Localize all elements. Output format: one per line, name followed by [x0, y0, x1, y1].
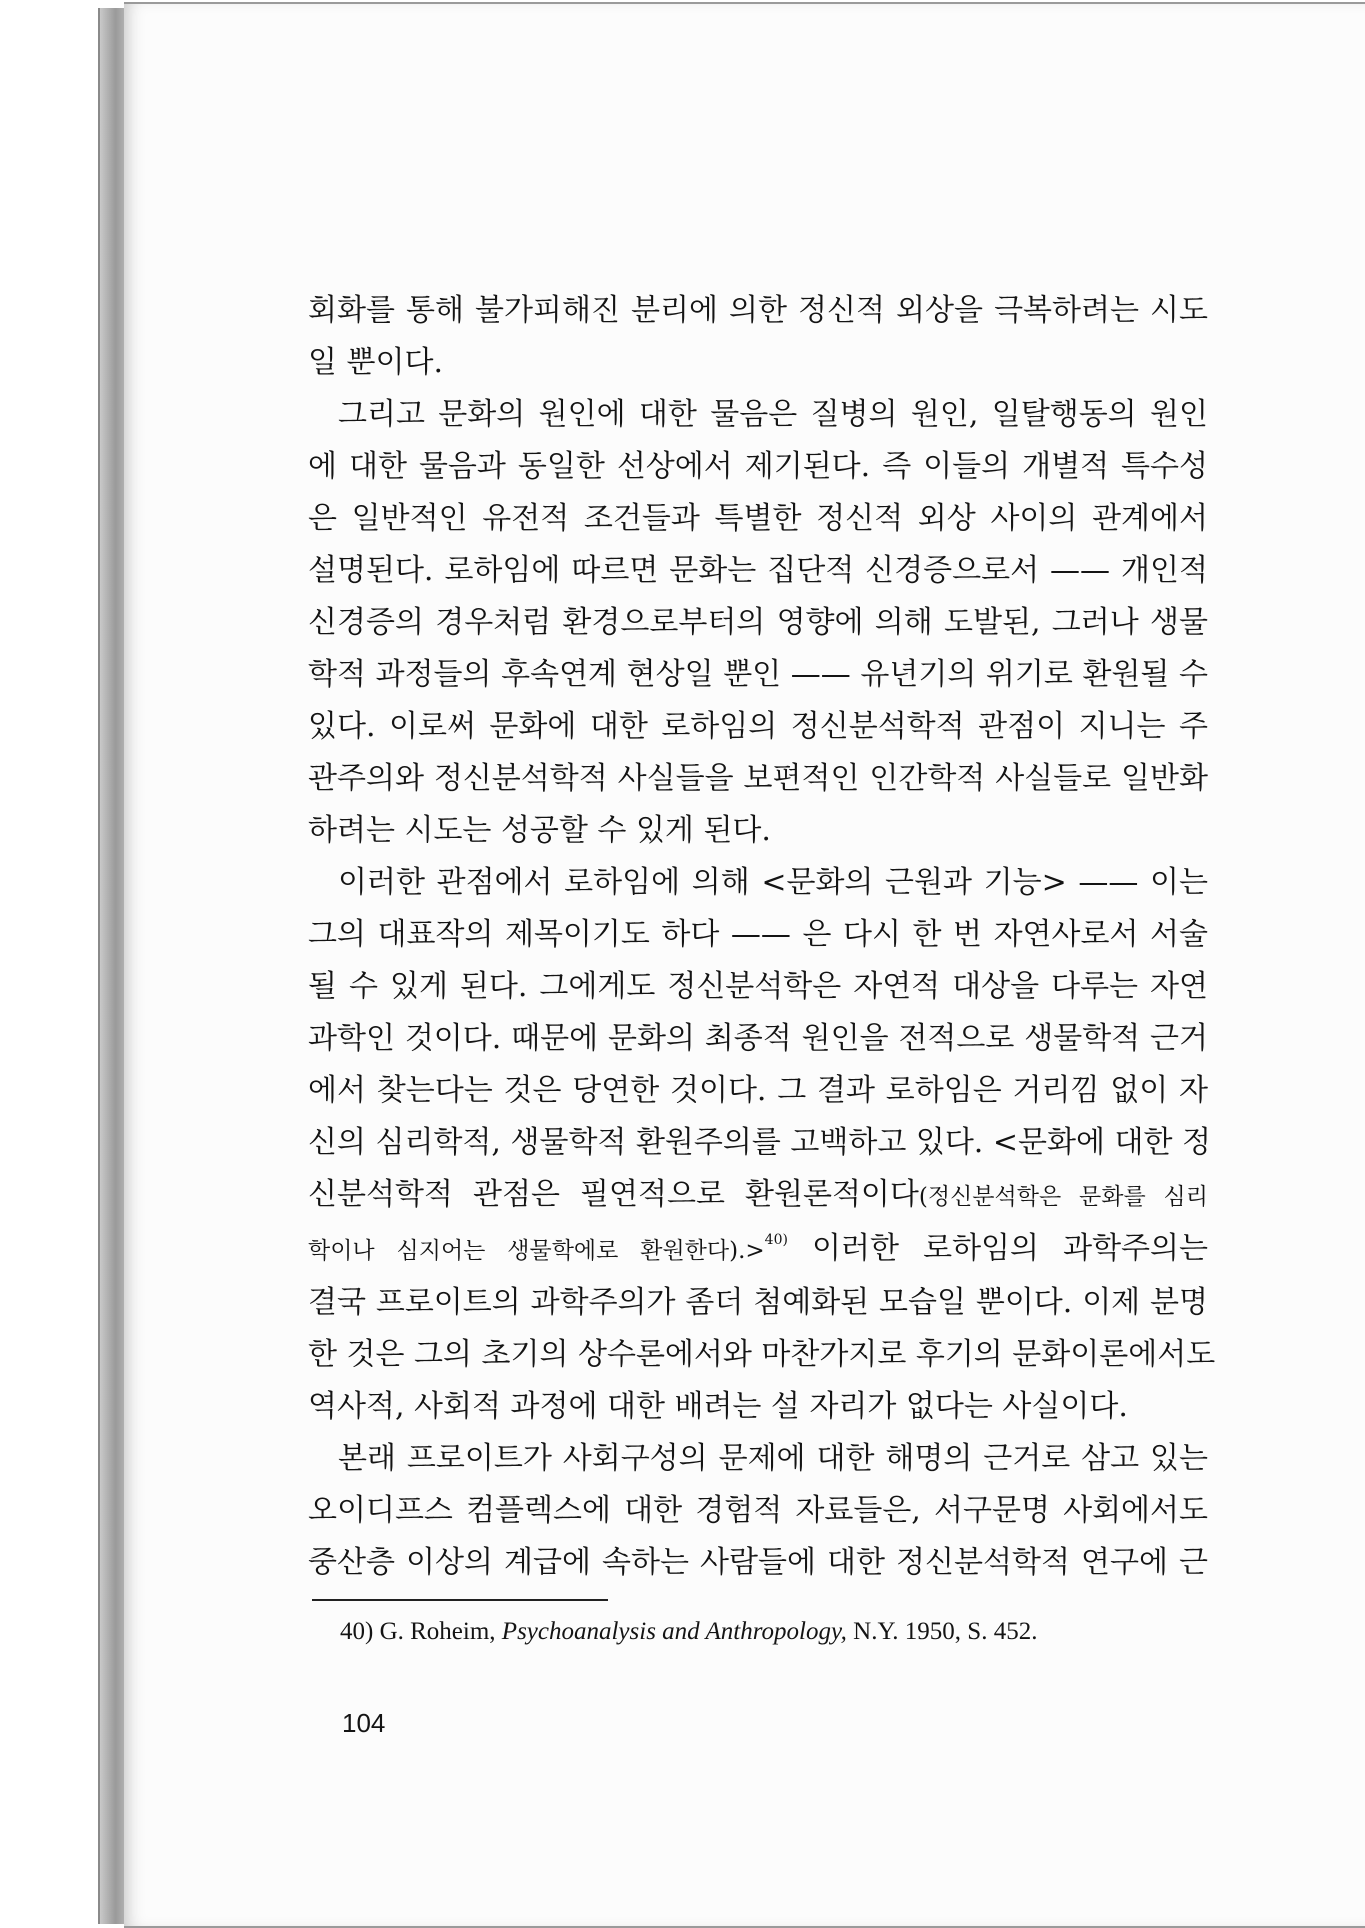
text-line: 결국 프로이트의 과학주의가 좀더 첨예화된 모습일 뿐이다. 이제 분명 — [308, 1285, 1208, 1320]
text-line: 중산층 이상의 계급에 속하는 사람들에 대한 정신분석학적 연구에 근 — [308, 1545, 1208, 1580]
text-line — [308, 1223, 1208, 1277]
parenthetical-note: 학이나 심지어는 생물학에로 환원한다).> — [308, 1238, 765, 1264]
text-line: 될 수 있게 된다. 그에게도 정신분석학은 자연적 대상을 다루는 자연 — [308, 969, 1208, 1004]
footnote-author: G. Roheim, — [379, 1618, 496, 1645]
text-line: 본래 프로이트가 사회구성의 문제에 대한 해명의 근거로 삼고 있는 — [338, 1441, 1208, 1476]
footnote-title: Psychoanalysis and Anthropology, — [501, 1618, 847, 1645]
text-line: 은 일반적인 유전적 조건들과 특별한 정신적 외상 사이의 관계에서 — [308, 501, 1208, 536]
footnote-number: 40) — [340, 1618, 374, 1645]
text-line: 하려는 시도는 성공할 수 있게 된다. — [308, 813, 771, 848]
book-spine-edge — [98, 8, 126, 1924]
text-line — [308, 1169, 1208, 1223]
text-line: 역사적, 사회적 과정에 대한 배려는 설 자리가 없다는 사실이다. — [308, 1389, 1128, 1424]
text-line: 설명된다. 로하임에 따르면 문화는 집단적 신경증으로서 —— 개인적 — [308, 553, 1208, 588]
text-line: 이러한 관점에서 로하임에 의해 <문화의 근원과 기능> —— 이는 — [338, 865, 1208, 900]
text-segment: 신분석학적 관점은 필연적으로 환원론적이다 — [308, 1177, 919, 1212]
parenthetical-note: (정신분석학은 문화를 심리 — [918, 1184, 1208, 1210]
text-line: 과학인 것이다. 때문에 문화의 최종적 원인을 전적으로 생물학적 근거 — [308, 1021, 1208, 1056]
text-line: 신경증의 경우처럼 환경으로부터의 영향에 의해 도발된, 그러나 생물 — [308, 605, 1208, 640]
text-line: 오이디프스 컴플렉스에 대한 경험적 자료들은, 서구문명 사회에서도 — [308, 1493, 1208, 1528]
footnote-reference[interactable]: 40) — [764, 1232, 788, 1248]
text-line: 그의 대표작의 제목이기도 하다 —— 은 다시 한 번 자연사로서 서술 — [308, 917, 1208, 952]
footnote — [340, 1618, 1037, 1646]
text-line: 일 뿐이다. — [308, 345, 443, 380]
text-line: 있다. 이로써 문화에 대한 로하임의 정신분석학적 관점이 지니는 주 — [308, 709, 1208, 744]
text-line: 회화를 통해 불가피해진 분리에 의한 정신적 외상을 극복하려는 시도 — [308, 293, 1208, 328]
text-line: 에서 찾는다는 것은 당연한 것이다. 그 결과 로하임은 거리낌 없이 자 — [308, 1073, 1208, 1108]
footnote-details: N.Y. 1950, S. 452. — [853, 1618, 1038, 1645]
text-line: 한 것은 그의 초기의 상수론에서와 마찬가지로 후기의 문화이론에서도 — [308, 1337, 1216, 1372]
text-line: 관주의와 정신분석학적 사실들을 보편적인 인간학적 사실들로 일반화 — [308, 761, 1208, 796]
body-text — [308, 285, 1216, 1589]
footnote-separator — [312, 1599, 608, 1601]
text-line: 에 대한 물음과 동일한 선상에서 제기된다. 즉 이들의 개별적 특수성 — [308, 449, 1208, 484]
text-line: 학적 과정들의 후속연계 현상일 뿐인 —— 유년기의 위기로 환원될 수 — [308, 657, 1208, 692]
text-segment: 이러한 로하임의 과학주의는 — [787, 1231, 1209, 1266]
text-line: 신의 심리학적, 생물학적 환원주의를 고백하고 있다. <문화에 대한 정 — [308, 1125, 1211, 1160]
page-number: 104 — [342, 1708, 386, 1738]
text-line: 그리고 문화의 원인에 대한 물음은 질병의 원인, 일탈행동의 원인 — [338, 397, 1208, 432]
